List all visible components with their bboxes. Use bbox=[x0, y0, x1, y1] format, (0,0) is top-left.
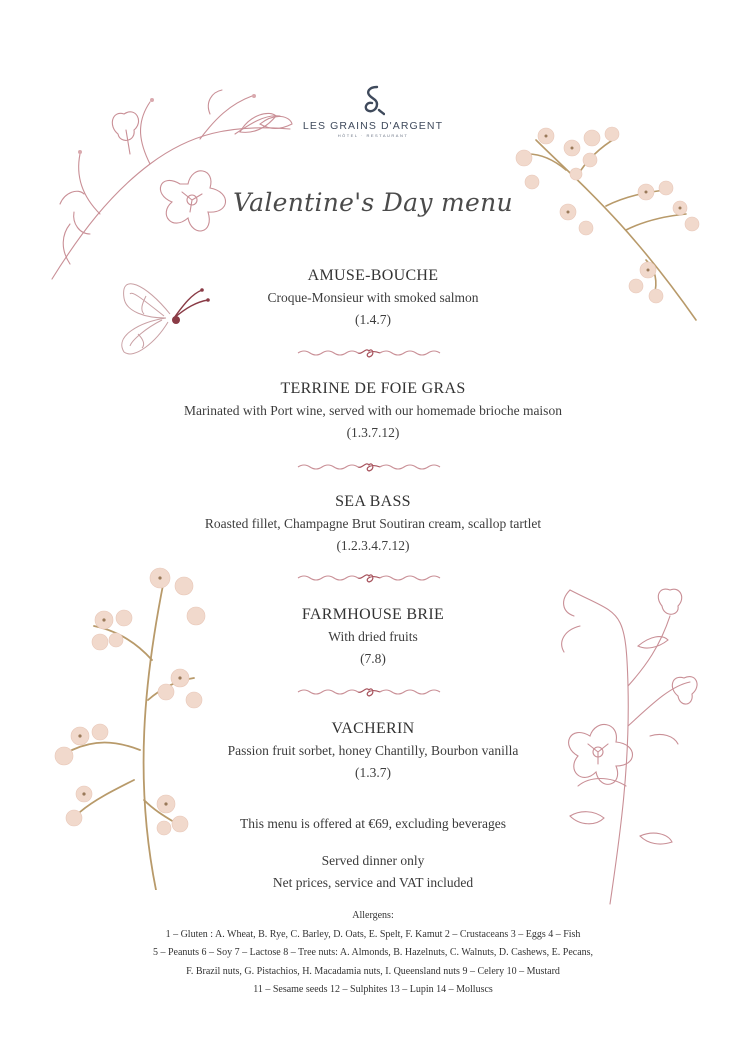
allergens-line: 5 – Peanuts 6 – Soy 7 – Lactose 8 – Tree nuts: A. Almonds, B. Hazelnuts, C. Walnuts, D. Cashews, E. Pecans, bbox=[152, 947, 594, 958]
logo-mark-icon bbox=[361, 84, 385, 116]
course-description: Passion fruit sorbet, honey Chantilly, Bourbon vanilla bbox=[227, 743, 519, 758]
service-note: Net prices, service and VAT included bbox=[272, 875, 474, 890]
allergens-legend bbox=[0, 907, 746, 1000]
course-allergens: (1.2.3.4.7.12) bbox=[336, 538, 410, 553]
brand-subtitle: HÔTEL · RESTAURANT bbox=[337, 133, 409, 138]
course-item bbox=[0, 378, 746, 444]
brand-name: LES GRAINS D'ARGENT bbox=[302, 120, 444, 132]
course-allergens: (7.8) bbox=[360, 651, 386, 666]
service-note: Served dinner only bbox=[321, 853, 425, 868]
course-description: Croque-Monsieur with smoked salmon bbox=[267, 290, 479, 305]
heart-divider-icon bbox=[296, 343, 442, 359]
allergens-line: F. Brazil nuts, G. Pistachios, H. Macadamia nuts, I. Queensland nuts 9 – Celery 10 – Mustard bbox=[186, 965, 560, 977]
course-description: Roasted fillet, Champagne Brut Soutiran cream, scallop tartlet bbox=[204, 516, 542, 531]
course-item bbox=[0, 604, 746, 670]
course-description: Marinated with Port wine, served with our homemade brioche maison bbox=[184, 403, 562, 418]
course-description: With dried fruits bbox=[328, 629, 418, 644]
allergens-heading: Allergens: bbox=[352, 910, 394, 921]
menu-title: Valentine's Day menu bbox=[233, 188, 513, 217]
course-name: AMUSE-BOUCHE bbox=[307, 267, 439, 284]
course-allergens: (1.3.7) bbox=[355, 765, 391, 780]
course-item bbox=[0, 718, 746, 784]
heart-divider-icon bbox=[296, 568, 442, 584]
course-name: VACHERIN bbox=[331, 720, 415, 737]
course-item bbox=[0, 265, 746, 331]
course-name: SEA BASS bbox=[335, 493, 411, 510]
logo bbox=[0, 84, 746, 138]
course-name: TERRINE DE FOIE GRAS bbox=[280, 380, 466, 397]
course-allergens: (1.3.7.12) bbox=[346, 425, 400, 440]
course-allergens: (1.4.7) bbox=[355, 312, 391, 327]
heart-divider-icon bbox=[296, 457, 442, 473]
course-name: FARMHOUSE BRIE bbox=[301, 606, 445, 623]
allergens-line: 11 – Sesame seeds 12 – Sulphites 13 – Lupin 14 – Molluscs bbox=[253, 984, 493, 995]
price-note: This menu is offered at €69, excluding beverages bbox=[240, 816, 506, 831]
allergens-line: 1 – Gluten : A. Wheat, B. Rye, C. Barley, D. Oats, E. Spelt, F. Kamut 2 – Crustaceans 3 – Eggs 4 – Fish bbox=[165, 928, 581, 940]
course-item bbox=[0, 491, 746, 557]
heart-divider-icon bbox=[296, 682, 442, 698]
